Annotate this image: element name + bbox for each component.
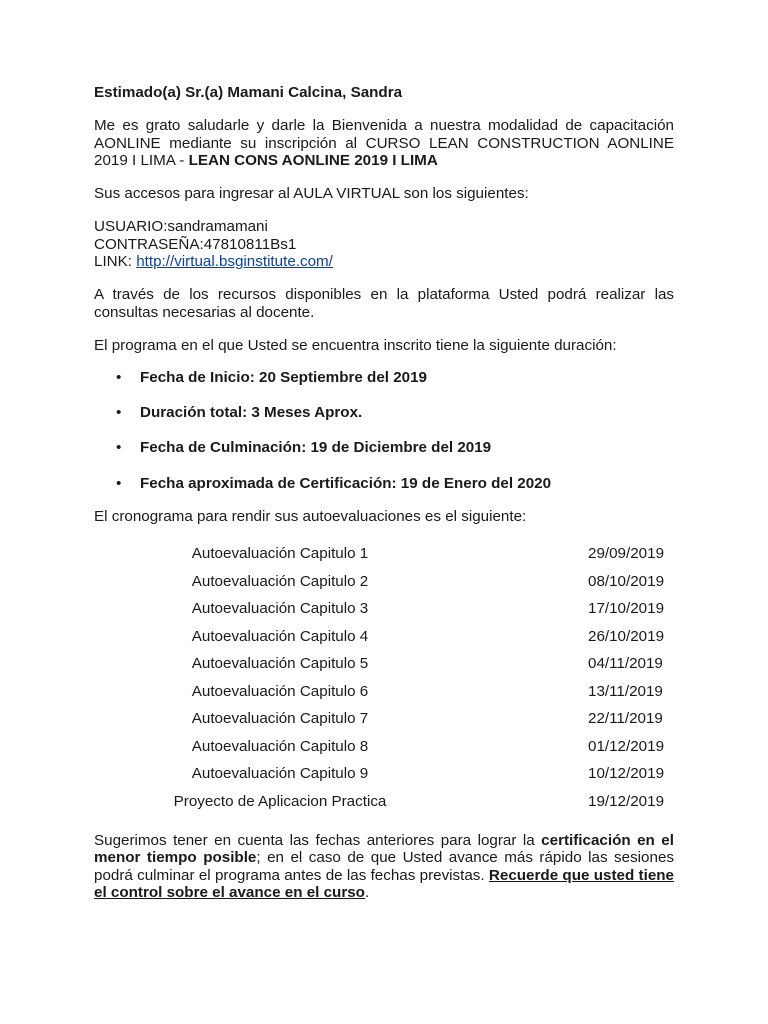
list-item-text: Fecha aproximada de Certificación: 19 de Enero del 2020 bbox=[140, 474, 552, 492]
schedule-item-name: Autoevaluación Capitulo 6 bbox=[191, 682, 369, 700]
table-row bbox=[94, 705, 674, 733]
schedule-item-date: 26/10/2019 bbox=[588, 627, 665, 645]
list-item-text: Fecha de Inicio: 20 Septiembre del 2019 bbox=[140, 369, 427, 387]
list-item bbox=[94, 475, 674, 492]
list-item bbox=[94, 404, 674, 421]
bullet-icon: • bbox=[116, 369, 122, 387]
bullet-icon: • bbox=[116, 404, 122, 422]
schedule-item-name: Autoevaluación Capitulo 1 bbox=[191, 545, 369, 563]
schedule-item-date: 19/12/2019 bbox=[588, 792, 665, 810]
schedule-item-date: 17/10/2019 bbox=[588, 600, 665, 618]
letter-body bbox=[94, 84, 674, 901]
schedule-item-date: 13/11/2019 bbox=[588, 682, 663, 700]
table-row bbox=[94, 540, 674, 568]
credentials-block bbox=[94, 218, 674, 270]
link-label: LINK: bbox=[94, 253, 137, 271]
bullet-icon: • bbox=[116, 474, 122, 492]
schedule-item-date: 22/11/2019 bbox=[588, 710, 663, 728]
table-row bbox=[94, 760, 674, 788]
list-item-text: Fecha de Culminación: 19 de Diciembre del 2019 bbox=[140, 439, 492, 457]
closing-end: . bbox=[364, 883, 370, 901]
schedule-item-name: Autoevaluación Capitulo 2 bbox=[191, 572, 369, 590]
closing-text-2: ; en el caso de que Usted avance más rápido las sesiones podrá culminar el programa antes de las fechas previstas. bbox=[94, 849, 674, 884]
closing-underlined: Recuerde que usted tiene el control sobre el avance en el curso bbox=[94, 866, 674, 901]
bullet-icon: • bbox=[116, 439, 122, 457]
schedule-table bbox=[94, 540, 674, 815]
table-row bbox=[94, 732, 674, 760]
username-line: USUARIO:sandramamani bbox=[94, 218, 268, 236]
list-item bbox=[94, 369, 674, 386]
schedule-item-name: Autoevaluación Capitulo 4 bbox=[191, 627, 369, 645]
schedule-item-date: 10/12/2019 bbox=[588, 765, 665, 783]
schedule-item-name: Autoevaluación Capitulo 3 bbox=[191, 600, 369, 618]
password-line: CONTRASEÑA:47810811Bs1 bbox=[94, 235, 297, 253]
list-item-text: Duración total: 3 Meses Aprox. bbox=[140, 404, 363, 422]
closing-paragraph bbox=[94, 832, 674, 901]
list-item bbox=[94, 439, 674, 456]
table-row bbox=[94, 677, 674, 705]
table-row bbox=[94, 595, 674, 623]
table-row bbox=[94, 567, 674, 595]
schedule-item-name: Autoevaluación Capitulo 7 bbox=[191, 710, 369, 728]
schedule-item-name: Proyecto de Aplicacion Practica bbox=[173, 792, 387, 810]
virtual-classroom-link[interactable]: http://virtual.bsginstitute.com/ bbox=[136, 253, 333, 271]
schedule-item-name: Autoevaluación Capitulo 5 bbox=[191, 655, 369, 673]
table-row bbox=[94, 650, 674, 678]
schedule-item-date: 08/10/2019 bbox=[588, 572, 665, 590]
access-intro: Sus accesos para ingresar al AULA VIRTUAL son los siguientes: bbox=[94, 185, 529, 203]
table-row bbox=[94, 787, 674, 815]
schedule-intro: El cronograma para rendir sus autoevaluaciones es el siguiente: bbox=[94, 507, 527, 525]
resources-paragraph: A través de los recursos disponibles en la plataforma Usted podrá realizar las consultas necesarias al docente. bbox=[94, 286, 674, 321]
schedule-item-date: 04/11/2019 bbox=[588, 655, 663, 673]
intro-course-code: LEAN CONS AONLINE 2019 I LIMA bbox=[188, 151, 438, 169]
schedule-item-name: Autoevaluación Capitulo 8 bbox=[191, 737, 369, 755]
greeting-heading: Estimado(a) Sr.(a) Mamani Calcina, Sandra bbox=[94, 84, 403, 101]
schedule-item-name: Autoevaluación Capitulo 9 bbox=[191, 765, 369, 783]
intro-paragraph bbox=[94, 117, 674, 169]
schedule-item-date: 01/12/2019 bbox=[588, 737, 665, 755]
schedule-item-date: 29/09/2019 bbox=[588, 545, 665, 563]
table-row bbox=[94, 622, 674, 650]
closing-emphasis: certificación en el menor tiempo posible bbox=[94, 831, 674, 867]
program-intro: El programa en el que Usted se encuentra inscrito tiene la siguiente duración: bbox=[94, 336, 617, 354]
intro-text: Me es grato saludarle y darle la Bienvenida a nuestra modalidad de capacitación AONLINE mediante su inscripción al CURSO LEAN CONSTRUCTION AONLINE 2019 I LIMA - bbox=[94, 117, 674, 169]
closing-text-1: Sugerimos tener en cuenta las fechas anteriores para lograr la bbox=[94, 831, 542, 849]
duration-list bbox=[94, 369, 674, 492]
link-line bbox=[94, 253, 674, 270]
